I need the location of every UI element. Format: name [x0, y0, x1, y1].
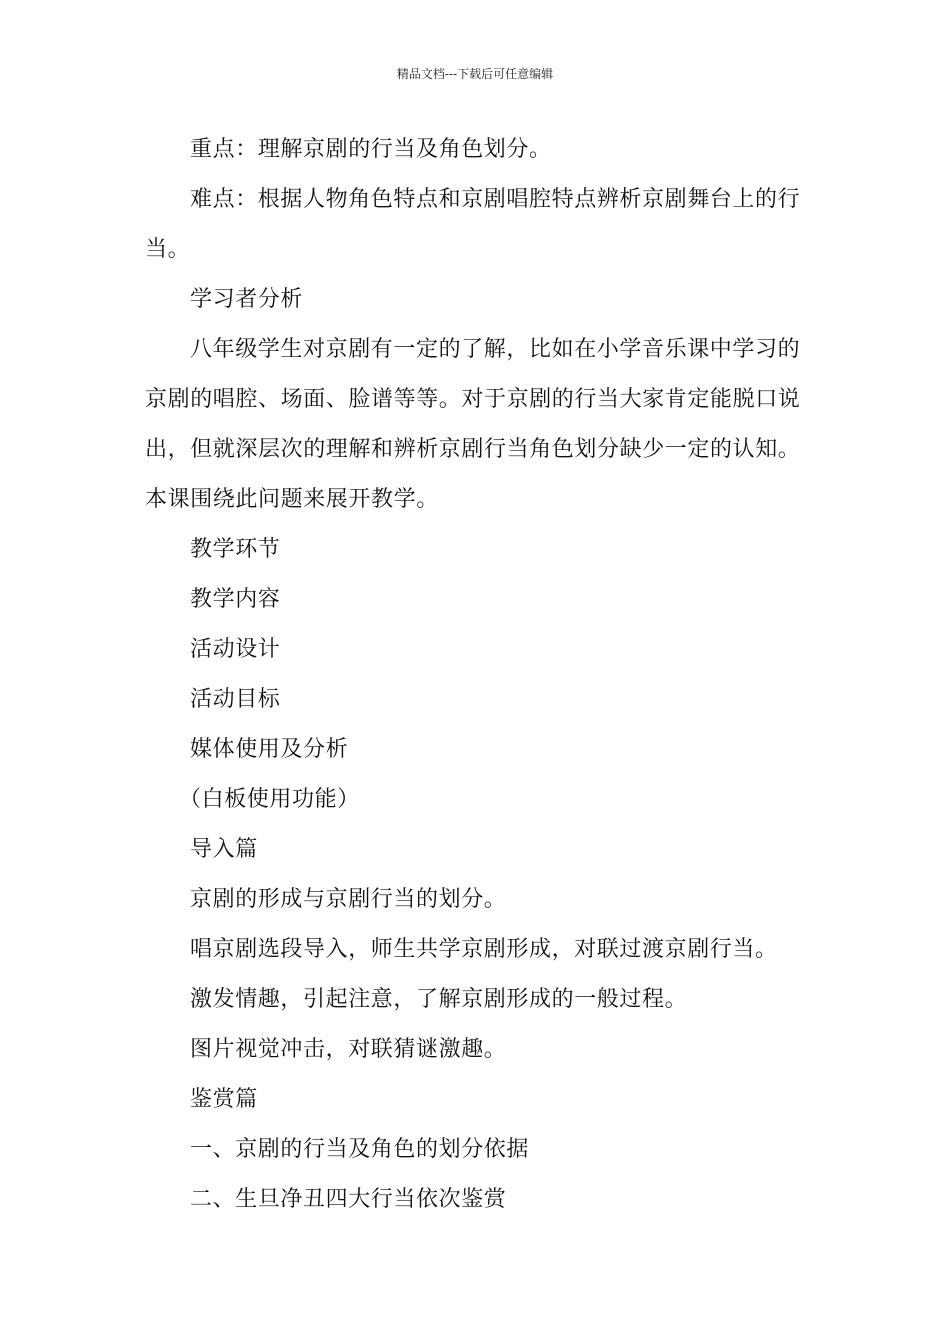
list-item: 一、京剧的行当及角色的划分依据: [190, 1137, 530, 1162]
section-heading: 鉴赏篇: [190, 1087, 258, 1112]
paragraph-line: 本课围绕此问题来展开教学。: [145, 487, 439, 512]
paragraph-line: 出，但就深层次的理解和辨析京剧行当角色划分缺少一定的认知。: [145, 437, 801, 462]
paragraph-line: 图片视觉冲击，对联猜谜激趣。: [190, 1037, 507, 1062]
table-cell-text: 活动设计: [190, 637, 281, 662]
list-item: 二、生旦净丑四大行当依次鉴赏: [190, 1187, 507, 1212]
table-cell-text: 教学内容: [190, 587, 281, 612]
paragraph-line: 八年级学生对京剧有一定的了解，比如在小学音乐课中学习的: [190, 337, 801, 362]
paragraph-line: 重点：理解京剧的行当及角色划分。: [190, 137, 552, 162]
paragraph-line: 当。: [145, 237, 191, 262]
section-heading: 导入篇: [190, 837, 258, 862]
table-cell-text: 教学环节: [190, 537, 281, 562]
table-cell-text: 活动目标: [190, 687, 281, 712]
paragraph-line: 激发情趣，引起注意，了解京剧形成的一般过程。: [190, 987, 688, 1012]
table-cell-text: 媒体使用及分析: [190, 737, 349, 762]
table-cell-text: （白板使用功能）: [179, 787, 360, 812]
paragraph-line: 唱京剧选段导入，师生共学京剧形成，对联过渡京剧行当。: [190, 937, 778, 962]
page-header: 精品文档---下载后可任意编辑: [396, 67, 554, 81]
paragraph-line: 京剧的形成与京剧行当的划分。: [190, 887, 507, 912]
paragraph-line: 难点：根据人物角色特点和京剧唱腔特点辨析京剧舞台上的行: [190, 187, 801, 212]
paragraph-line: 京剧的唱腔、场面、脸谱等等。对于京剧的行当大家肯定能脱口说: [145, 387, 801, 412]
section-heading: 学习者分析: [190, 287, 304, 312]
